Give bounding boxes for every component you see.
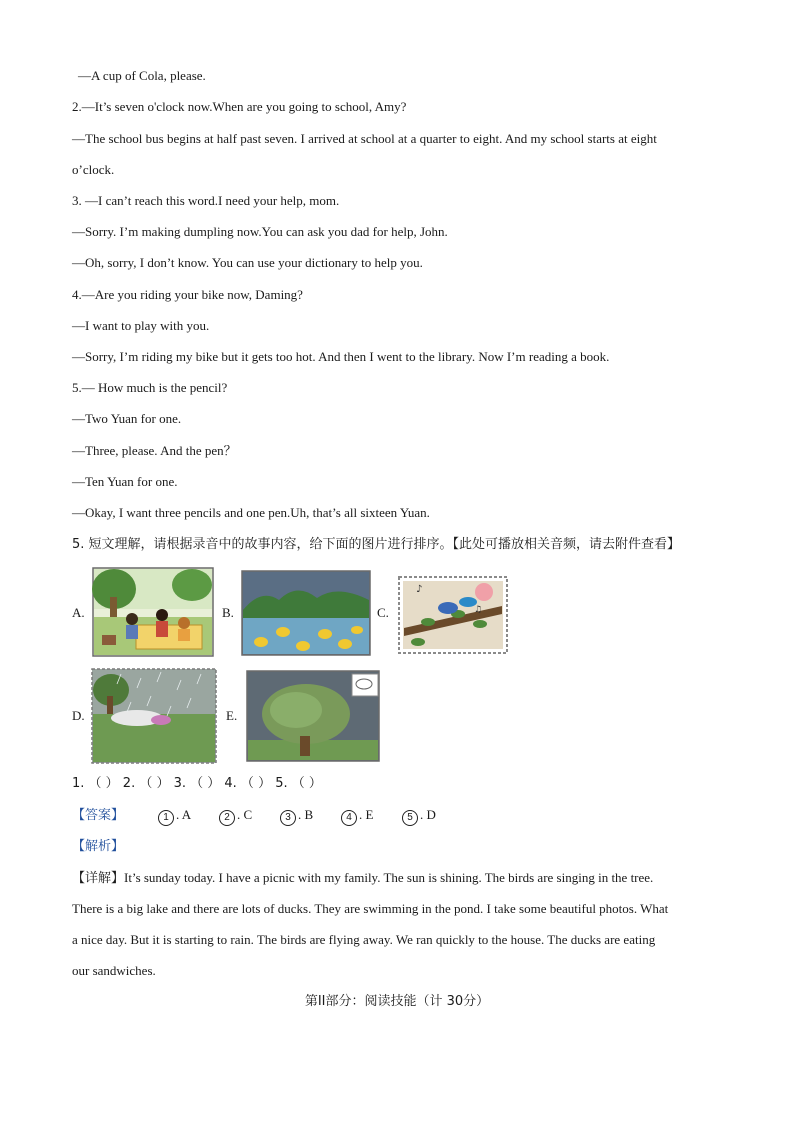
answer-item [280, 807, 313, 826]
picture-label-c: C. [377, 605, 389, 620]
answer-number: 2 [219, 810, 235, 826]
analysis-label: 【解析】 [72, 839, 125, 854]
dialog-line: 3. —I can’t reach this word.I need your help, mom. [72, 193, 340, 208]
picture-label-d: D. [72, 708, 85, 723]
detail-line: our sandwiches. [72, 963, 156, 978]
answer-number: 3 [280, 810, 296, 826]
detail-label: 【详解】 [72, 871, 125, 886]
answer-value: . C [237, 807, 253, 822]
detail-line: a nice day. But it is starting to rain. The birds are flying away. We ran quickly to the house. The ducks are eating [72, 932, 656, 947]
dialog-line: 2.—It’s seven o'clock now.When are you going to school, Amy? [72, 99, 407, 114]
svg-text:♫: ♫ [474, 605, 483, 615]
picture-label-a: A. [72, 605, 85, 620]
answer-number: 1 [158, 810, 174, 826]
picture-e-tree [246, 670, 380, 762]
dialog-line: 5.— How much is the pencil? [72, 380, 228, 395]
answer-value: . A [176, 807, 192, 822]
dialog-line: —I want to play with you. [72, 318, 210, 333]
dialog-line: —Sorry, I’m riding my bike but it gets too hot. And then I went to the library. Now I’m reading a book. [72, 349, 610, 364]
analysis-row [72, 838, 124, 855]
picture-b-ducks [241, 570, 371, 656]
answer-row [72, 807, 124, 824]
detail-line [72, 870, 653, 887]
question-5-prompt: 5. 短文理解，请根据录音中的故事内容，给下面的图片进行排序。【此处可播放相关音频，请去附件查看】 [72, 537, 681, 552]
picture-label-e: E. [226, 708, 238, 723]
picture-a-picnic [92, 567, 214, 657]
dialog-line: o’clock. [72, 162, 115, 177]
answer-number: 4 [341, 810, 357, 826]
dialog-line: —Oh, sorry, I don’t know. You can use your dictionary to help you. [72, 255, 423, 270]
section-title: 第II部分：阅读技能（计 30分） [304, 994, 490, 1009]
dialog-line: —A cup of Cola, please. [78, 68, 206, 83]
detail-line: There is a big lake and there are lots of ducks. They are swimming in the pond. I take some beautiful photos. What [72, 901, 669, 916]
answer-item [158, 807, 191, 826]
dialog-line: —Ten Yuan for one. [72, 474, 178, 489]
answer-label: 【答案】 [72, 808, 125, 823]
dialog-line: —Okay, I want three pencils and one pen.Uh, that’s all sixteen Yuan. [72, 505, 430, 520]
dialog-line: —Three, please. And the pen？ [72, 443, 237, 458]
answer-item [219, 807, 252, 826]
dialog-line: —The school bus begins at half past seven. I arrived at school at a quarter to eight. And my school starts at eight [72, 131, 657, 146]
answer-item [341, 807, 373, 826]
picture-label-b: B. [222, 605, 234, 620]
dialog-line: 4.—Are you riding your bike now, Daming? [72, 287, 303, 302]
answer-item [402, 807, 436, 826]
dialog-line: —Two Yuan for one. [72, 411, 182, 426]
answer-value: . B [298, 807, 314, 822]
detail-text: It’s sunday today. I have a picnic with my family. The sun is shining. The birds are singing in the tree. [124, 870, 654, 885]
svg-text:♪: ♪ [416, 584, 423, 595]
answer-number: 5 [402, 810, 418, 826]
answer-value: . E [359, 807, 374, 822]
dialog-line: —Sorry. I’m making dumpling now.You can ask you dad for help, John. [72, 224, 448, 239]
answer-value: . D [420, 807, 436, 822]
picture-c-birds-singing [398, 576, 508, 654]
answer-blanks: 1. （ ） 2. （ ） 3. （ ） 4. （ ） 5. （ ） [72, 776, 322, 791]
picture-d-rain [91, 668, 217, 764]
